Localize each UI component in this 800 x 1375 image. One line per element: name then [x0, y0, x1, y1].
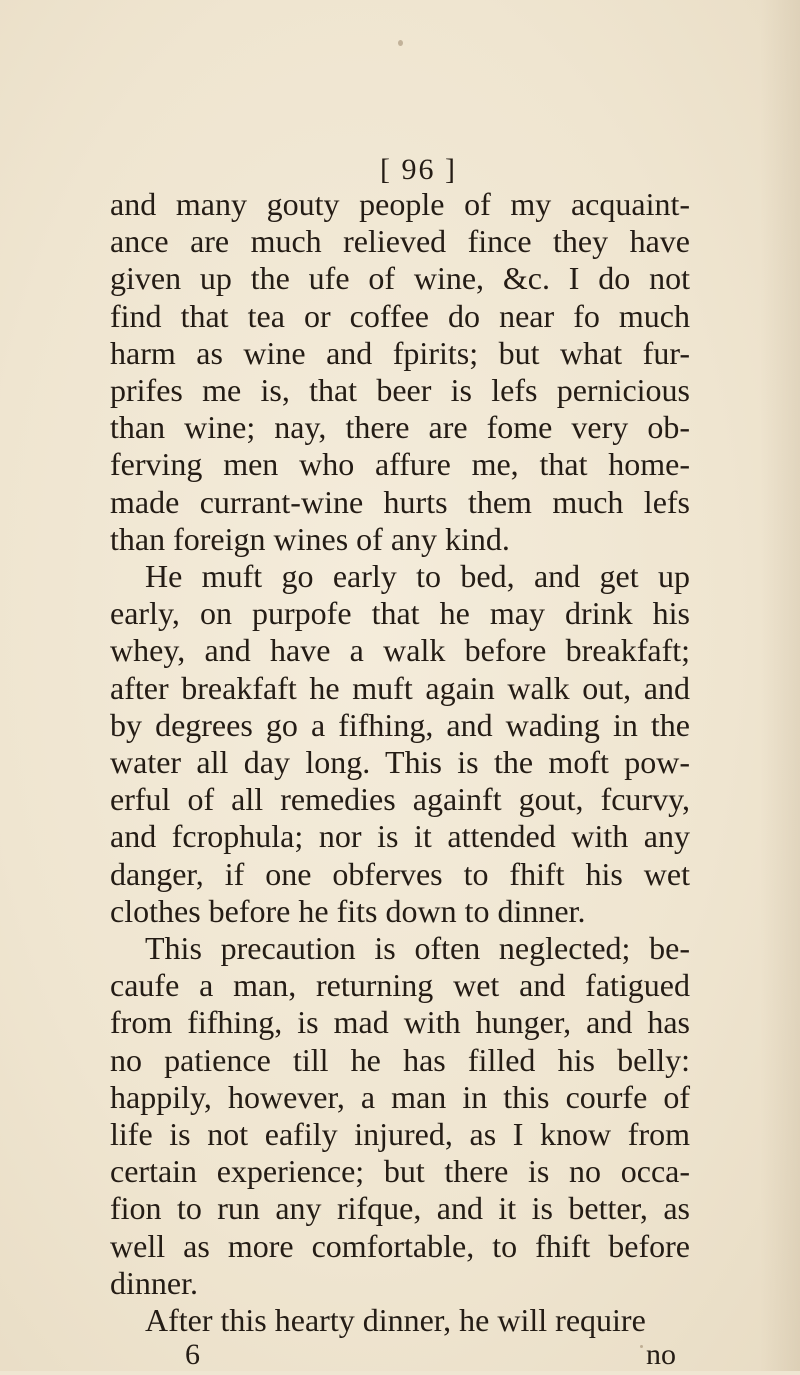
text-line: water all day long. This is the moft pow- [110, 744, 690, 780]
text-line: caufe a man, returning wet and fatigued [110, 967, 690, 1004]
text-line: by degrees go a fifhing, and wading in the [110, 706, 690, 743]
text-line: than wine; nay, there are fome very ob- [110, 409, 690, 446]
text-line: after breakfaft he muft again walk out, and [110, 669, 690, 706]
text-line: harm as wine and fpirits; but what fur- [110, 334, 690, 371]
text-line: early, on purpofe that he may drink his [110, 595, 690, 632]
signature-mark: 6 [185, 1338, 200, 1372]
text-line: certain experience; but there is no occa- [110, 1153, 690, 1190]
text-line: made currant-wine hurts them much lefs [110, 483, 690, 520]
text-line: He muft go early to bed, and get up [145, 558, 690, 594]
text-line: fion to run any rifque, and it is better, as [110, 1190, 690, 1227]
text-line: ferving men who affure me, that home- [110, 446, 690, 483]
text-line: given up the ufe of wine, &c. I do not [110, 260, 690, 297]
text-line: After this hearty dinner, he will require [145, 1302, 646, 1338]
text-line: ance are much relieved fince they have [110, 223, 690, 260]
catchword: no [646, 1338, 676, 1372]
text-line: clothes before he fits down to dinner. [110, 892, 586, 929]
text-line: than foreign wines of any kind. [110, 520, 510, 557]
text-line: and many gouty people of my acquaint- [110, 186, 690, 222]
text-line: well as more comfortable, to fhift before [110, 1227, 690, 1264]
text-line: and fcrophula; nor is it attended with any [110, 818, 690, 855]
text-line: from fifhing, is mad with hunger, and has [110, 1004, 690, 1041]
text-line: This precaution is often neglected; be- [145, 930, 690, 966]
text-line: dinner. [110, 1264, 198, 1301]
page-number-header: [ 96 ] [380, 153, 457, 186]
text-line: no patience till he has filled his belly: [110, 1041, 690, 1078]
text-line: prifes me is, that beer is lefs pernicious [110, 372, 690, 408]
text-line: erful of all remedies againft gout, fcurvy, [110, 781, 690, 818]
text-line: whey, and have a walk before breakfaft; [110, 632, 690, 669]
text-line: danger, if one obferves to fhift his wet [110, 855, 690, 892]
text-line: find that tea or coffee do near fo much [110, 297, 690, 334]
text-line: happily, however, a man in this courfe of [110, 1078, 690, 1115]
text-line: life is not eafily injured, as I know from [110, 1116, 690, 1152]
